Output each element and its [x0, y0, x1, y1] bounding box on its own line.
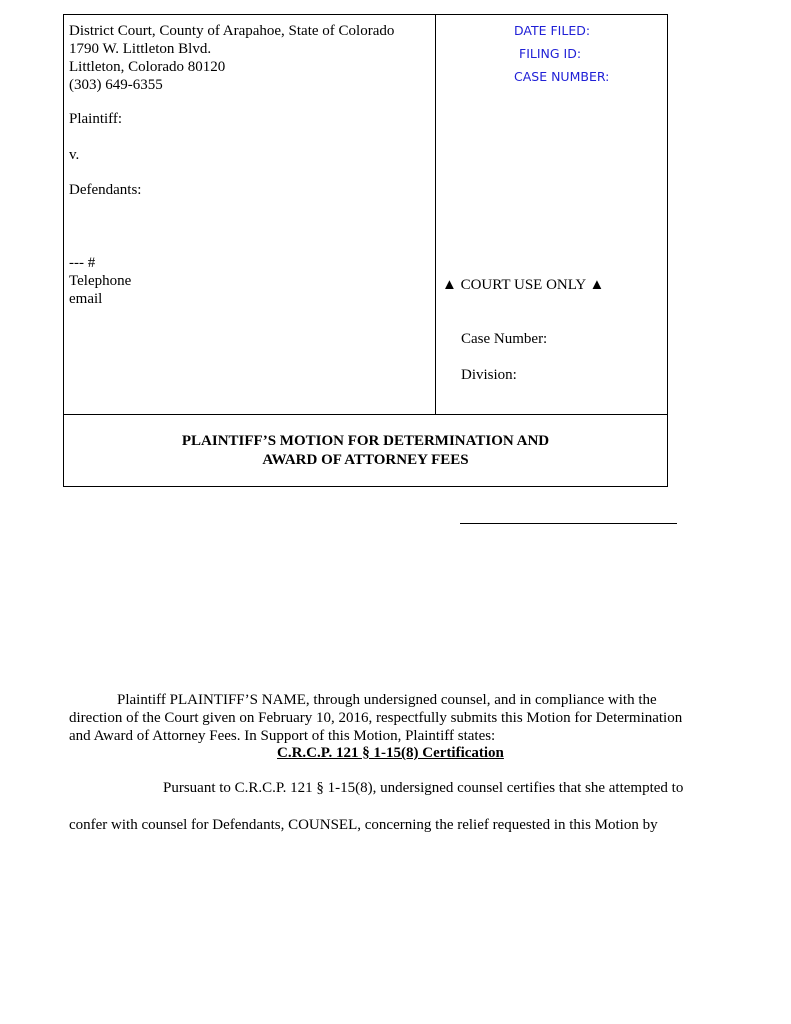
caption-divider-vertical [435, 14, 436, 415]
court-name: District Court, County of Arapahoe, State of Colorado [69, 23, 395, 39]
attorney-email: email [69, 291, 103, 307]
court-use-only-label: ▲ COURT USE ONLY ▲ [442, 277, 605, 293]
case-number-label: Case Number: [461, 331, 548, 347]
signature-underline-right [460, 523, 677, 524]
certification-heading: C.R.C.P. 121 § 1-15(8) Certification [277, 745, 504, 761]
certification-para-line-1: Pursuant to C.R.C.P. 121 § 1-15(8), undersigned counsel certifies that she attempted to [163, 780, 684, 796]
versus-label: v. [69, 147, 80, 163]
caption-divider-horizontal [63, 414, 668, 415]
case-number-stamp: CASE NUMBER: [514, 69, 610, 84]
court-phone: (303) 649-6355 [69, 77, 163, 93]
defendants-label: Defendants: [69, 182, 142, 198]
court-street: 1790 W. Littleton Blvd. [69, 41, 212, 57]
court-city: Littleton, Colorado 80120 [69, 59, 226, 75]
signature-underline-left [88, 486, 445, 487]
intro-line-3: and Award of Attorney Fees. In Support of this Motion, Plaintiff states: [69, 728, 496, 744]
certification-para-line-2: confer with counsel for Defendants, COUNSEL, concerning the relief requested in this Motion by [69, 817, 658, 833]
intro-line-2: direction of the Court given on February 10, 2016, respectfully submits this Motion for Determination [69, 710, 683, 726]
motion-title-line-2: AWARD OF ATTORNEY FEES [262, 452, 469, 468]
attorney-number: --- # [69, 255, 96, 271]
filing-id-stamp: FILING ID: [519, 46, 582, 61]
plaintiff-label: Plaintiff: [69, 111, 123, 127]
intro-line-1: Plaintiff PLAINTIFF’S NAME, through undersigned counsel, and in compliance with the [117, 692, 657, 708]
attorney-telephone: Telephone [69, 273, 132, 289]
date-filed-stamp: DATE FILED: [514, 23, 591, 38]
motion-title-line-1: PLAINTIFF’S MOTION FOR DETERMINATION AND [181, 433, 550, 449]
division-label: Division: [461, 367, 517, 383]
